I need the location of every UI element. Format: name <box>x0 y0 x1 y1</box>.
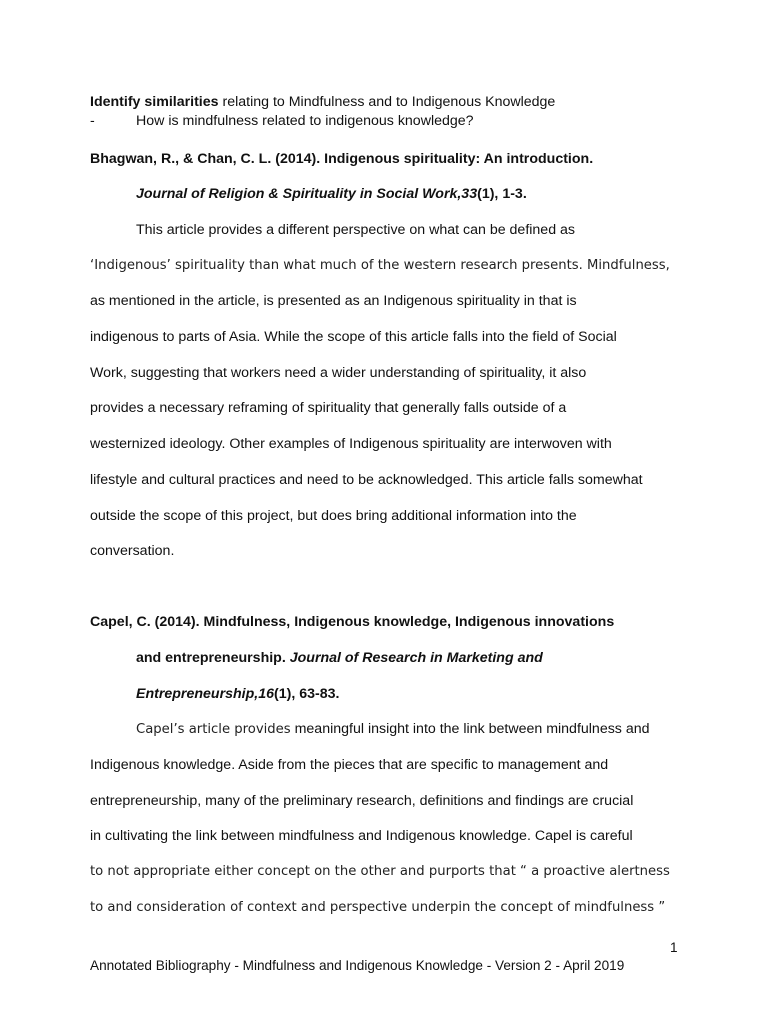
entry1-para-line: lifestyle and cultural practices and need to be acknowledged. This article falls somewhat <box>90 472 643 488</box>
entry2-para-line: to and consideration of context and perspective underpin the concept of mindfulness ” <box>90 900 666 915</box>
entry2-para-line: in cultivating the link between mindfulness and Indigenous knowledge. Capel is careful <box>90 828 633 844</box>
page-number: 1 <box>670 940 678 955</box>
question-text: How is mindfulness related to indigenous knowledge? <box>136 113 474 129</box>
entry2-para-first-line <box>136 720 650 739</box>
header-prompt <box>90 93 555 111</box>
entry1-para-line: as mentioned in the article, is presented as an Indigenous spirituality in that is <box>90 293 577 309</box>
entry2-para-line: to not appropriate either concept on the other and purports that “ a proactive alertness <box>90 864 670 879</box>
entry2-para-first-b: meaningful insight into the link between mindfulness and <box>290 721 650 737</box>
entry2-citation: Capel, C. (2014). Mindfulness, Indigenous knowledge, Indigenous innovations <box>90 614 615 630</box>
header-question <box>90 112 474 130</box>
entry1-journal-title: Journal of Religion & Spirituality in Social Work,33 <box>136 186 478 202</box>
entry1-para-line: conversation. <box>90 543 175 559</box>
entry1-para-line: Work, suggesting that workers need a wider understanding of spirituality, it also <box>90 365 587 381</box>
entry1-journal <box>136 185 527 203</box>
entry2-citation-plain: and entrepreneurship. <box>136 650 290 666</box>
entry1-para-line: indigenous to parts of Asia. While the scope of this article falls into the field of Social <box>90 329 617 345</box>
entry1-para-line: westernized ideology. Other examples of Indigenous spirituality are interwoven with <box>90 436 612 452</box>
entry2-journal-title-cont: Entrepreneurship,16 <box>136 686 274 702</box>
entry2-citation-line2 <box>136 649 543 667</box>
entry2-citation-line3 <box>136 685 339 703</box>
bullet-dash: - <box>90 113 95 129</box>
entry2-para-line: Indigenous knowledge. Aside from the pieces that are specific to management and <box>90 757 609 773</box>
entry1-citation: Bhagwan, R., & Chan, C. L. (2014). Indigenous spirituality: An introduction. <box>90 151 594 167</box>
header-bold-lead: Identify similarities <box>90 94 219 110</box>
entry1-para-line: provides a necessary reframing of spirituality that generally falls outside of a <box>90 400 567 416</box>
entry2-para-line: entrepreneurship, many of the preliminary research, definitions and findings are crucial <box>90 793 634 809</box>
entry1-journal-rest: (1), 1-3. <box>477 186 527 202</box>
page-footer: Annotated Bibliography - Mindfulness and Indigenous Knowledge - Version 2 - April 2019 <box>90 958 625 973</box>
entry1-para-line: This article provides a different perspective on what can be defined as <box>136 222 576 238</box>
entry2-journal-title: Journal of Research in Marketing and <box>289 650 543 666</box>
header-rest: relating to Mindfulness and to Indigenous Knowledge <box>218 94 556 110</box>
entry1-para-line: outside the scope of this project, but does bring additional information into the <box>90 508 577 524</box>
entry2-journal-rest: (1), 63-83. <box>273 686 340 702</box>
entry1-para-line: ‘Indigenous’ spirituality than what much of the western research presents. Mindfulness, <box>90 258 670 273</box>
entry2-para-first-a: Capel’s article provides <box>136 722 291 737</box>
